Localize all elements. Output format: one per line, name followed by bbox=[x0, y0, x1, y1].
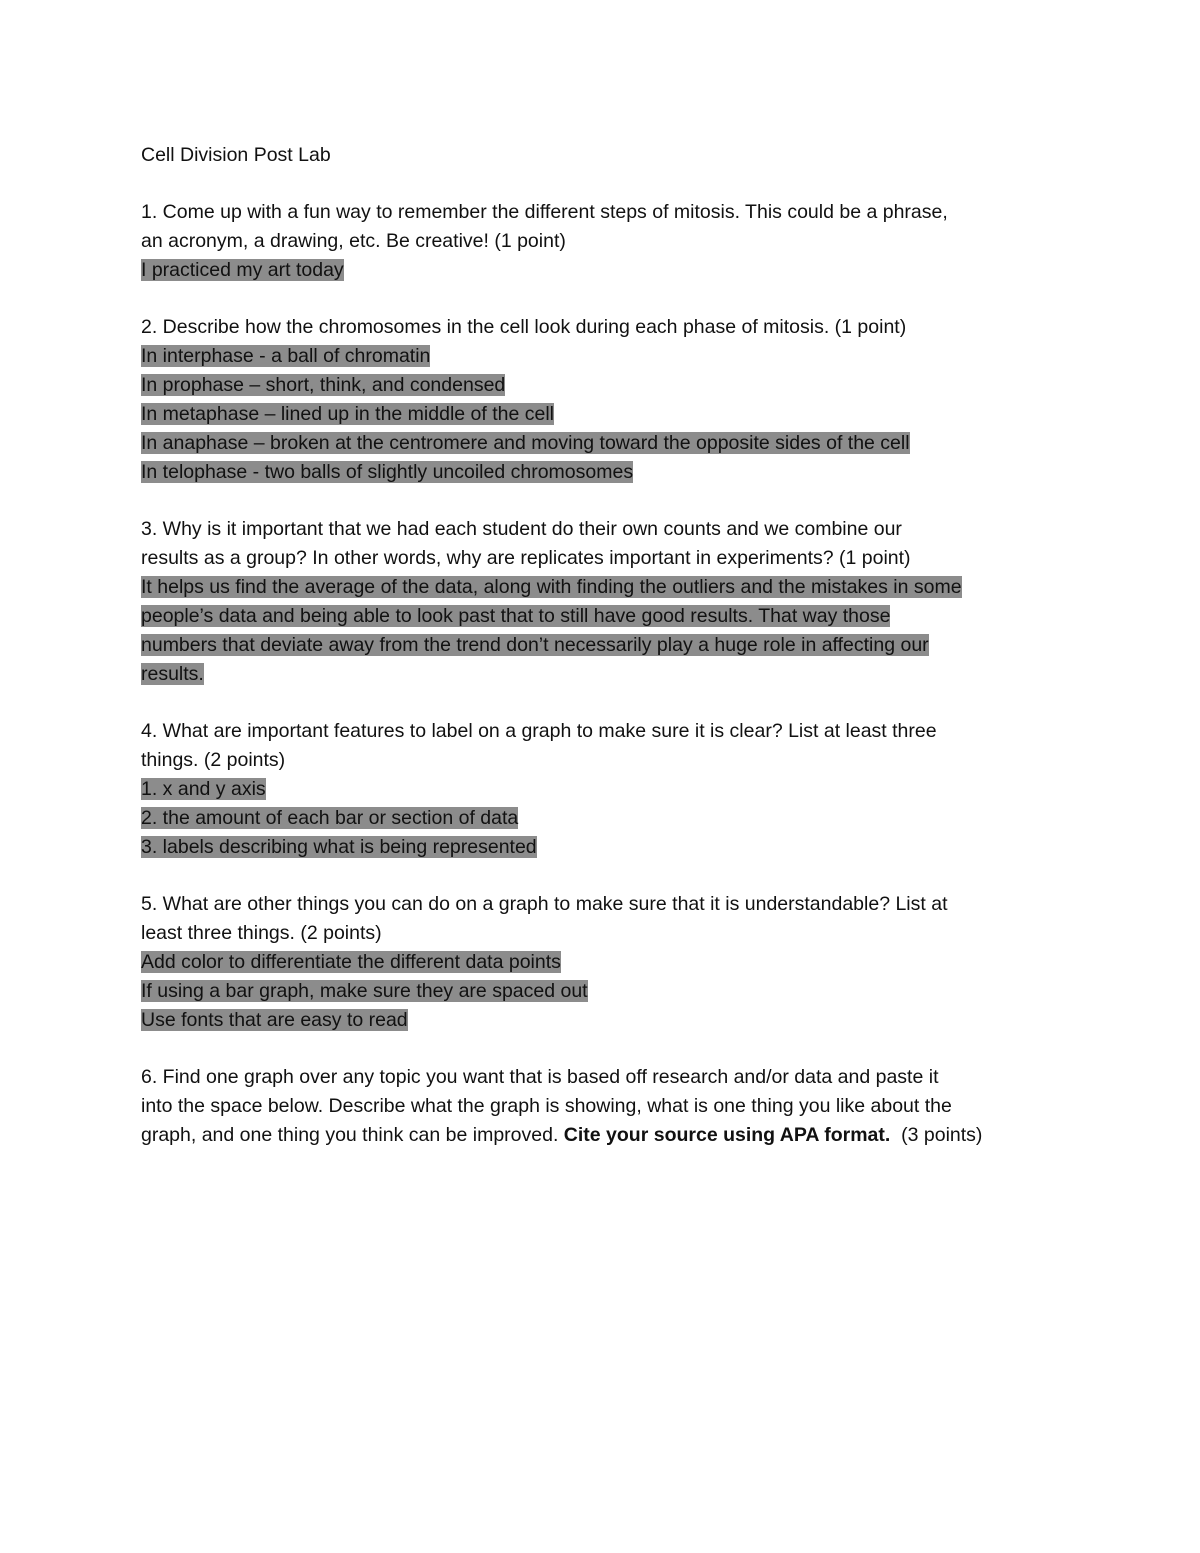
answer-line bbox=[141, 573, 1081, 602]
answer-highlight: I practiced my art today bbox=[141, 259, 344, 281]
answer-highlight: In anaphase – broken at the centromere and moving toward the opposite sides of the cell bbox=[141, 432, 910, 454]
answer-highlight: If using a bar graph, make sure they are spaced out bbox=[141, 980, 588, 1002]
answer-highlight: results. bbox=[141, 663, 204, 685]
answer-line bbox=[141, 833, 1081, 862]
answer-highlight: 1. x and y axis bbox=[141, 778, 266, 800]
answer-highlight: people’s data and being able to look past that to still have good results. That way those bbox=[141, 605, 891, 627]
question-6-text: graph, and one thing you think can be improved. bbox=[141, 1124, 564, 1146]
answer-highlight: In prophase – short, think, and condensed bbox=[141, 374, 506, 396]
question-1-prompt-line: an acronym, a drawing, etc. Be creative! (1 point) bbox=[141, 230, 566, 252]
answer-highlight: In telophase - two balls of slightly uncoiled chromosomes bbox=[141, 461, 634, 483]
answer-line bbox=[141, 804, 1081, 833]
answer-line bbox=[141, 342, 1081, 371]
answer-highlight: 2. the amount of each bar or section of data bbox=[141, 807, 519, 829]
answer-line bbox=[141, 660, 1081, 689]
question-3-prompt-line: 3. Why is it important that we had each student do their own counts and we combine our bbox=[141, 518, 902, 540]
question-3-prompt-line: results as a group? In other words, why are replicates important in experiments? (1 point) bbox=[141, 547, 911, 569]
answer-line bbox=[141, 400, 1081, 429]
question-1-prompt-line: 1. Come up with a fun way to remember the different steps of mitosis. This could be a phrase, bbox=[141, 201, 948, 223]
spacer bbox=[141, 487, 1081, 515]
question-6-prompt-line bbox=[141, 1121, 1081, 1150]
spacer bbox=[141, 1035, 1081, 1063]
question-4-prompt-line: 4. What are important features to label on a graph to make sure it is clear? List at least three bbox=[141, 720, 937, 742]
question-6-prompt-line: 6. Find one graph over any topic you want that is based off research and/or data and paste it bbox=[141, 1066, 939, 1088]
page-title: Cell Division Post Lab bbox=[141, 144, 331, 166]
answer-line bbox=[141, 977, 1081, 1006]
question-2-prompt-line: 2. Describe how the chromosomes in the cell look during each phase of mitosis. (1 point) bbox=[141, 316, 907, 338]
points-label: (3 points) bbox=[890, 1124, 983, 1146]
answer-line bbox=[141, 1006, 1081, 1035]
spacer bbox=[141, 689, 1081, 717]
question-1 bbox=[141, 198, 1081, 285]
answer-highlight: numbers that deviate away from the trend don’t necessarily play a huge role in affecting our bbox=[141, 634, 929, 656]
answer-line bbox=[141, 775, 1081, 804]
question-5-prompt-line: 5. What are other things you can do on a graph to make sure that it is understandable? List at bbox=[141, 893, 948, 915]
answer-highlight: Add color to differentiate the different data points bbox=[141, 951, 561, 973]
citation-instruction: Cite your source using APA format. bbox=[563, 1124, 891, 1146]
answer-line bbox=[141, 458, 1081, 487]
answer-line bbox=[141, 948, 1081, 977]
question-4 bbox=[141, 717, 1081, 862]
document-page bbox=[141, 141, 1081, 1150]
answer-line bbox=[141, 429, 1081, 458]
answer-highlight: Use fonts that are easy to read bbox=[141, 1009, 408, 1031]
spacer bbox=[141, 285, 1081, 313]
answer-highlight: In metaphase – lined up in the middle of the cell bbox=[141, 403, 555, 425]
answer-line bbox=[141, 631, 1081, 660]
question-5 bbox=[141, 890, 1081, 1035]
answer-highlight: It helps us find the average of the data, along with finding the outliers and the mistakes in some bbox=[141, 576, 962, 598]
question-6-prompt-line: into the space below. Describe what the graph is showing, what is one thing you like about the bbox=[141, 1095, 952, 1117]
question-2 bbox=[141, 313, 1081, 487]
answer-line bbox=[141, 256, 1081, 285]
answer-highlight: In interphase - a ball of chromatin bbox=[141, 345, 431, 367]
question-4-prompt-line: things. (2 points) bbox=[141, 749, 286, 771]
answer-line bbox=[141, 371, 1081, 400]
question-6 bbox=[141, 1063, 1081, 1150]
answer-line bbox=[141, 602, 1081, 631]
spacer bbox=[141, 862, 1081, 890]
question-5-prompt-line: least three things. (2 points) bbox=[141, 922, 382, 944]
spacer bbox=[141, 170, 1081, 198]
question-3 bbox=[141, 515, 1081, 689]
answer-highlight: 3. labels describing what is being represented bbox=[141, 836, 537, 858]
